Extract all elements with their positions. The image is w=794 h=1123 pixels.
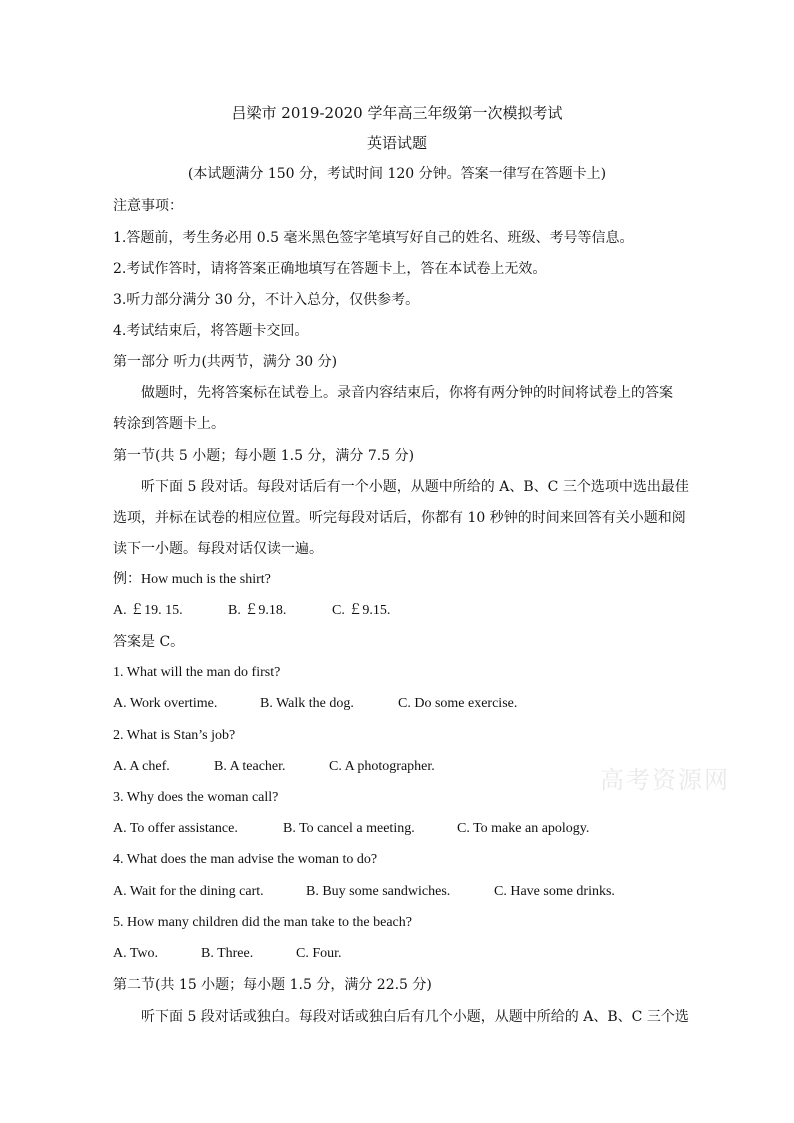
watermark: 高考资源网 bbox=[600, 766, 730, 794]
section2-heading: 第二节(共 15 小题；每小题 1.5 分，满分 22.5 分) bbox=[113, 977, 432, 993]
notice-item: 3.听力部分满分 30 分，不计入总分，仅供参考。 bbox=[113, 292, 420, 308]
question-4: 4. What does the man advise the woman to do? bbox=[113, 852, 378, 867]
example-option-a: A. ￡19. 15. bbox=[113, 603, 183, 618]
section2-intro: 听下面 5 段对话或独白。每段对话或独白后有几个小题，从题中所给的 A、B、C 三个选 bbox=[141, 1009, 689, 1025]
question-1-option-c: C. Do some exercise. bbox=[398, 696, 518, 711]
notice-item: 1.答题前，考生务必用 0.5 毫米黑色签字笔填写好自己的姓名、班级、考号等信息。 bbox=[113, 230, 634, 246]
question-3-option-a: A. To offer assistance. bbox=[113, 821, 238, 836]
question-2: 2. What is Stan’s job? bbox=[113, 728, 236, 743]
part1-heading: 第一部分 听力(共两节，满分 30 分) bbox=[113, 354, 338, 370]
section1-intro: 读下一小题。每段对话仅读一遍。 bbox=[113, 541, 323, 557]
example-question: 例：How much is the shirt? bbox=[113, 572, 271, 587]
section1-intro: 选项，并标在试卷的相应位置。听完每段对话后，你都有 10 秒钟的时间来回答有关小题和阅 bbox=[113, 510, 686, 526]
question-1: 1. What will the man do first? bbox=[113, 665, 281, 680]
part1-intro: 转涂到答题卡上。 bbox=[113, 416, 225, 432]
question-3-option-b: B. To cancel a meeting. bbox=[283, 821, 415, 836]
question-2-option-a: A. A chef. bbox=[113, 759, 170, 774]
question-1-option-b: B. Walk the dog. bbox=[260, 696, 354, 711]
example-answer: 答案是 C。 bbox=[113, 634, 185, 650]
question-1-option-a: A. Work overtime. bbox=[113, 696, 218, 711]
question-3: 3. Why does the woman call? bbox=[113, 790, 279, 805]
question-2-option-b: B. A teacher. bbox=[214, 759, 286, 774]
question-5-option-c: C. Four. bbox=[296, 946, 342, 961]
notice-heading: 注意事项： bbox=[113, 198, 183, 214]
question-4-option-c: C. Have some drinks. bbox=[494, 884, 615, 899]
notice-item: 2.考试作答时，请将答案正确地填写在答题卡上，答在本试卷上无效。 bbox=[113, 261, 547, 277]
section1-intro: 听下面 5 段对话。每段对话后有一个小题，从题中所给的 A、B、C 三个选项中选出最佳 bbox=[141, 479, 689, 495]
question-4-option-b: B. Buy some sandwiches. bbox=[306, 884, 451, 899]
exam-title: 吕梁市 2019-2020 学年高三年级第一次模拟考试 bbox=[231, 104, 563, 122]
section1-heading: 第一节(共 5 小题；每小题 1.5 分，满分 7.5 分) bbox=[113, 448, 415, 464]
example-option-c: C. ￡9.15. bbox=[332, 603, 391, 618]
part1-intro: 做题时，先将答案标在试卷上。录音内容结束后，你将有两分钟的时间将试卷上的答案 bbox=[141, 385, 673, 401]
example-option-b: B. ￡9.18. bbox=[228, 603, 287, 618]
exam-note: (本试题满分 150 分，考试时间 120 分钟。答案一律写在答题卡上) bbox=[187, 166, 607, 182]
question-5-option-b: B. Three. bbox=[201, 946, 254, 961]
subject-title: 英语试题 bbox=[366, 134, 427, 152]
question-2-option-c: C. A photographer. bbox=[329, 759, 435, 774]
question-4-option-a: A. Wait for the dining cart. bbox=[113, 884, 264, 899]
question-5: 5. How many children did the man take to the beach? bbox=[113, 915, 412, 930]
notice-item: 4.考试结束后，将答题卡交回。 bbox=[113, 323, 309, 339]
question-3-option-c: C. To make an apology. bbox=[457, 821, 590, 836]
question-5-option-a: A. Two. bbox=[113, 946, 159, 961]
